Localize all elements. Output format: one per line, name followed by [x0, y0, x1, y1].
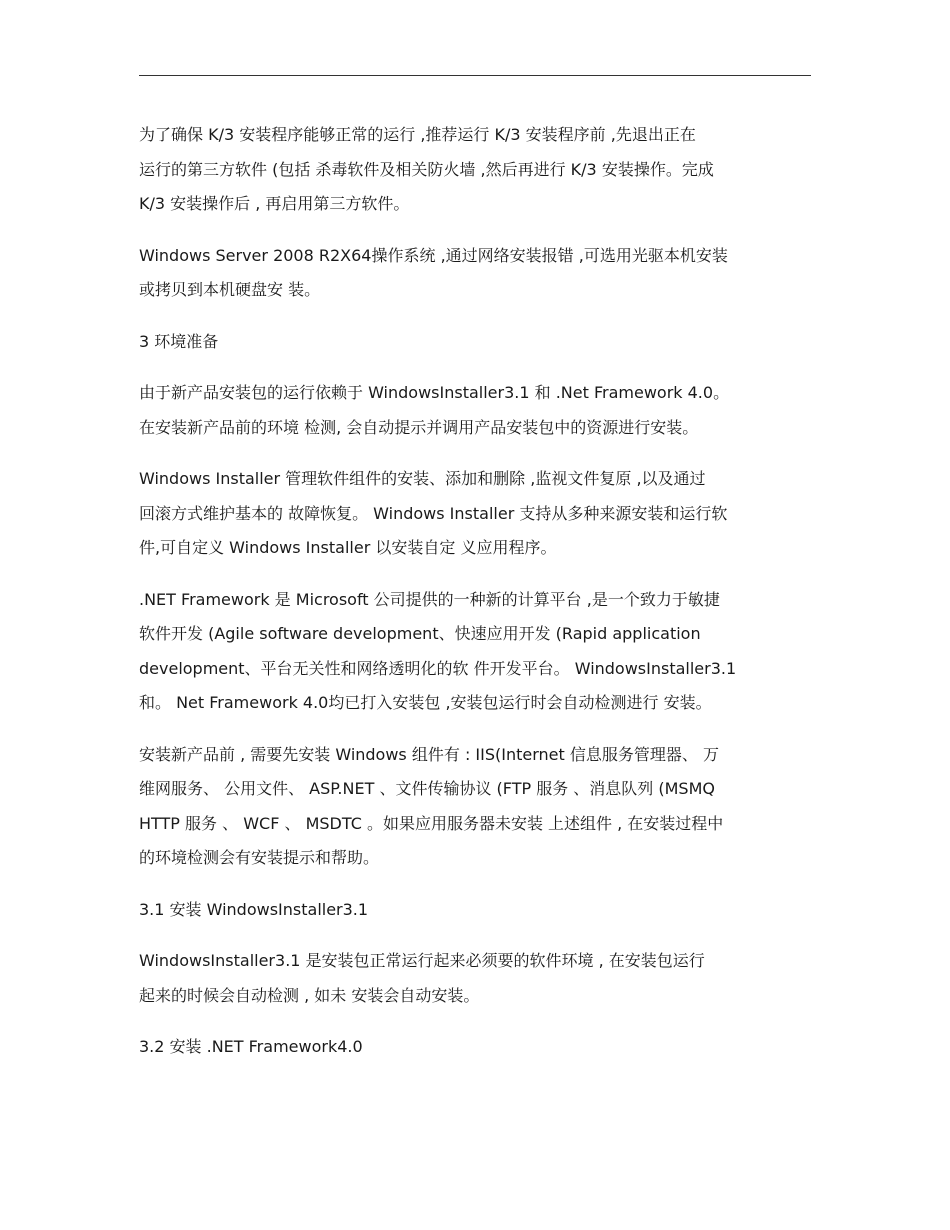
paragraph-line: 件,可自定义 Windows Installer 以安装自定 义应用程序。	[139, 538, 557, 557]
paragraph-windows-server	[139, 239, 811, 308]
paragraph-line: HTTP 服务 、 WCF 、 MSDTC 。如果应用服务器未安装 上述组件 , 在安装过程中	[139, 813, 724, 833]
paragraph-windows-components	[139, 738, 811, 876]
paragraph-line: 由于新产品安装包的运行依赖于 WindowsInstaller3.1 和 .Net Framework 4.0。	[139, 383, 730, 402]
paragraph-line: WindowsInstaller3.1 是安装包正常运行起来必须要的软件环境 , 在安装包运行	[139, 951, 705, 970]
paragraph-line: 在安装新产品前的环境 检测, 会自动提示并调用产品安装包中的资源进行安装。	[139, 417, 699, 437]
paragraph-line: Windows Server 2008 R2X64操作系统 ,通过网络安装报错 ,可选用光驱本机安装	[139, 245, 728, 265]
section-heading: 3.1 安装 WindowsInstaller3.1	[139, 899, 369, 919]
paragraph-line: 维网服务、 公用文件、 ASP.NET 、文件传输协议 (FTP 服务 、消息队列 (MSMQ	[139, 779, 715, 798]
section-heading-environment	[139, 325, 811, 360]
paragraph-line: 安装新产品前 , 需要先安装 Windows 组件有 : IIS(Internet 信息服务管理器、 万	[139, 744, 719, 764]
paragraph-line: K/3 安装操作后 , 再启用第三方软件。	[139, 194, 410, 213]
paragraph-net-framework	[139, 583, 811, 721]
paragraph-line: 软件开发 (Agile software development、快速应用开发 (Rapid application	[139, 624, 701, 643]
section-heading: 3.2 安装 .NET Framework4.0	[139, 1037, 363, 1056]
paragraph-windows-installer	[139, 462, 811, 566]
paragraph-line: Windows Installer 管理软件组件的安装、添加和删除 ,监视文件复原 ,以及通过	[139, 469, 706, 488]
paragraph-line: 运行的第三方软件 (包括 杀毒软件及相关防火墙 ,然后再进行 K/3 安装操作。完成	[139, 159, 714, 179]
paragraph-windowsinstaller-auto	[139, 944, 811, 1013]
paragraph-line: 为了确保 K/3 安装程序能够正常的运行 ,推荐运行 K/3 安装程序前 ,先退出正在	[139, 125, 696, 144]
section-heading-install-net-framework	[139, 1030, 811, 1065]
header-rule	[139, 75, 811, 76]
section-heading: 3 环境准备	[139, 331, 219, 351]
paragraph-line: development、平台无关性和网络透明化的软 件开发平台。 WindowsInstaller3.1	[139, 658, 737, 678]
paragraph-line: 或拷贝到本机硬盘安 装。	[139, 280, 321, 299]
paragraph-line: 起来的时候会自动检测 , 如未 安装会自动安装。	[139, 985, 480, 1005]
paragraph-line: 的环境检测会有安装提示和帮助。	[139, 848, 380, 867]
paragraph-line: .NET Framework 是 Microsoft 公司提供的一种新的计算平台 ,是一个致力于敏捷	[139, 589, 720, 609]
section-heading-install-windowsinstaller	[139, 893, 811, 928]
document-body	[139, 118, 811, 1082]
paragraph-dependencies	[139, 376, 811, 445]
paragraph-line: 和。 Net Framework 4.0均已打入安装包 ,安装包运行时会自动检测进行 安装。	[139, 693, 712, 712]
paragraph-intro	[139, 118, 811, 222]
paragraph-line: 回滚方式维护基本的 故障恢复。 Windows Installer 支持从多种来源安装和运行软	[139, 503, 728, 523]
